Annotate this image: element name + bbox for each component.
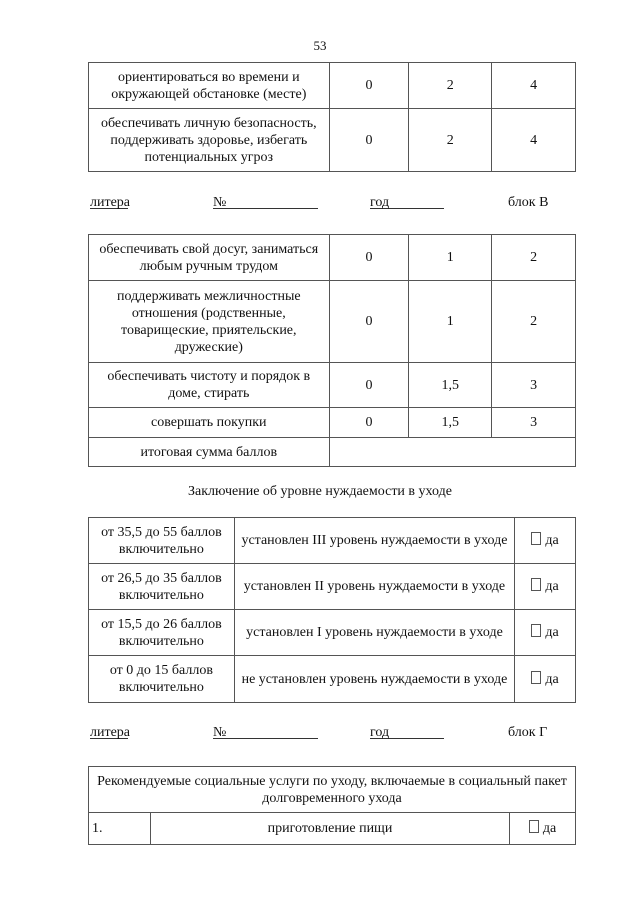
meta-line-b — [88, 195, 576, 215]
score-table-b — [88, 234, 576, 467]
activity-cell: обеспечивать свой досуг, заниматься любым ручным трудом — [89, 235, 330, 281]
table-row — [89, 363, 576, 408]
score-cell: 0 — [329, 109, 409, 172]
score-cell: 1,5 — [409, 408, 492, 438]
activity-cell: обеспечивать личную безопасность, поддерживать здоровье, избегать потенциальных угроз — [89, 109, 330, 172]
score-cell: 1 — [409, 235, 492, 281]
table-row — [89, 408, 576, 438]
range-cell: от 15,5 до 26 баллов включительно — [89, 610, 235, 656]
checkbox-icon[interactable] — [531, 671, 541, 684]
score-cell: 2 — [409, 63, 492, 109]
checkbox-cell[interactable] — [515, 656, 576, 703]
litera-label: литера — [90, 195, 131, 210]
score-cell: 0 — [329, 363, 409, 408]
score-cell: 2 — [409, 109, 492, 172]
table-header-row — [89, 767, 576, 813]
number-field[interactable] — [213, 725, 318, 739]
table-row — [89, 656, 576, 703]
score-cell: 2 — [492, 235, 576, 281]
checkbox-icon[interactable] — [531, 578, 541, 591]
checkbox-icon[interactable] — [531, 624, 541, 637]
table-row — [89, 610, 576, 656]
number-label: № — [213, 195, 227, 210]
range-cell: от 26,5 до 35 баллов включительно — [89, 564, 235, 610]
score-cell: 1 — [409, 281, 492, 363]
year-label: год — [370, 195, 390, 210]
conclusion-table — [88, 517, 576, 703]
conclusion-title: Заключение об уровне нуждаемости в уходе — [188, 484, 452, 499]
checkbox-label: да — [545, 671, 559, 687]
page-number: 53 — [313, 38, 327, 53]
block-label: блок В — [508, 195, 549, 210]
range-cell: от 0 до 15 баллов включительно — [89, 656, 235, 703]
table-row — [89, 63, 576, 109]
table-row — [89, 564, 576, 610]
table-row — [89, 109, 576, 172]
number-label: № — [213, 725, 227, 740]
range-cell: от 35,5 до 55 баллов включительно — [89, 518, 235, 564]
checkbox-icon[interactable] — [531, 532, 541, 545]
table-row — [89, 813, 576, 845]
checkbox-label: да — [545, 625, 559, 640]
score-cell: 0 — [329, 235, 409, 281]
total-value-field[interactable] — [329, 438, 575, 467]
service-name: приготовление пищи — [150, 813, 509, 845]
score-cell: 4 — [492, 109, 576, 172]
checkbox-cell[interactable] — [515, 518, 576, 564]
checkbox-icon[interactable] — [529, 820, 539, 833]
level-cell: установлен III уровень нуждаемости в уходе — [234, 518, 514, 564]
activity-cell: ориентироваться во времени и окружающей обстановке (месте) — [89, 63, 330, 109]
service-number: 1. — [89, 813, 151, 845]
total-label: итоговая сумма баллов — [89, 438, 330, 467]
services-table — [88, 766, 576, 845]
checkbox-label: да — [545, 533, 559, 548]
checkbox-cell[interactable] — [515, 564, 576, 610]
score-table-a — [88, 62, 576, 172]
services-header: Рекомендуемые социальные услуги по уходу, включаемые в социальный пакет долговременного ухода — [89, 767, 576, 813]
score-cell: 3 — [492, 408, 576, 438]
number-field[interactable] — [213, 195, 318, 209]
checkbox-cell[interactable] — [510, 813, 576, 845]
score-cell: 0 — [329, 281, 409, 363]
table-row — [89, 281, 576, 363]
checkbox-cell[interactable] — [515, 610, 576, 656]
year-label: год — [370, 725, 390, 740]
level-cell: установлен II уровень нуждаемости в уходе — [234, 564, 514, 610]
level-cell: не установлен уровень нуждаемости в уходе — [234, 656, 514, 703]
activity-cell: совершать покупки — [89, 408, 330, 438]
meta-line-g — [88, 725, 576, 745]
score-cell: 0 — [329, 408, 409, 438]
score-cell: 1,5 — [409, 363, 492, 408]
checkbox-label: да — [545, 579, 559, 594]
block-label: блок Г — [508, 725, 548, 740]
litera-label: литера — [90, 725, 131, 740]
level-cell: установлен I уровень нуждаемости в уходе — [234, 610, 514, 656]
score-cell: 0 — [329, 63, 409, 109]
score-cell: 4 — [492, 63, 576, 109]
table-row — [89, 518, 576, 564]
total-row — [89, 438, 576, 467]
activity-cell: поддерживать межличностные отношения (родственные, товарищеские, приятельские, дружеские) — [89, 281, 330, 363]
table-row — [89, 235, 576, 281]
score-cell: 3 — [492, 363, 576, 408]
activity-cell: обеспечивать чистоту и порядок в доме, стирать — [89, 363, 330, 408]
score-cell: 2 — [492, 281, 576, 363]
checkbox-label: да — [542, 821, 557, 836]
